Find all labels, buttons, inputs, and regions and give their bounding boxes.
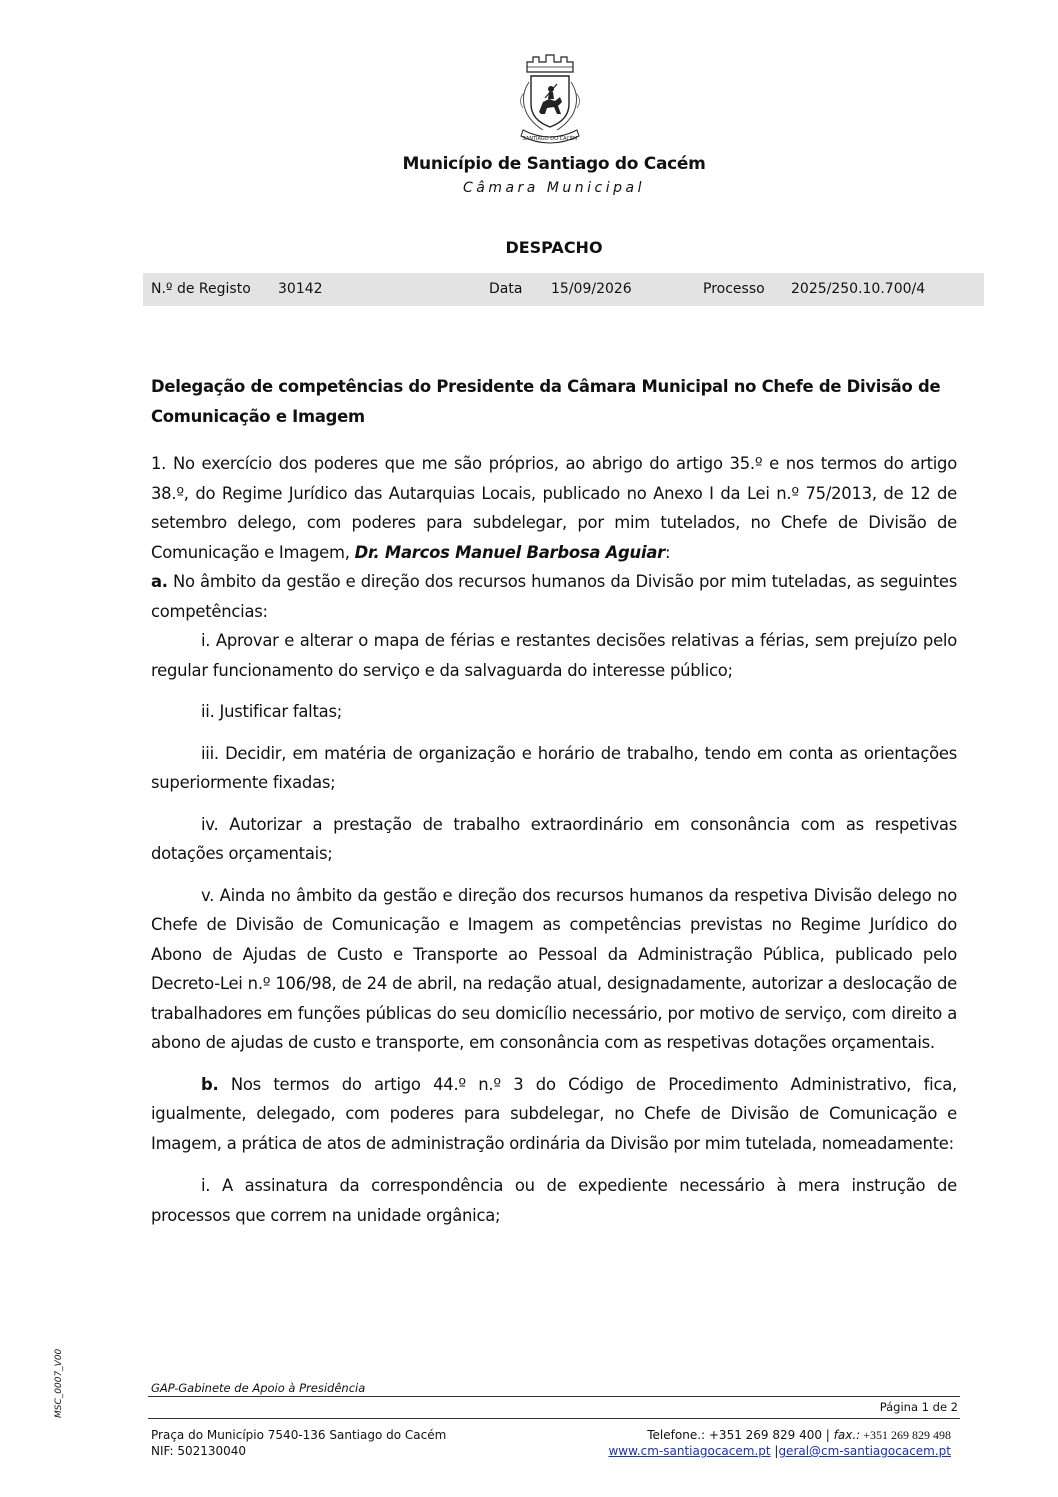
paragraph-1-text: 1. No exercício dos poderes que me são próprios, ao abrigo do artigo 35.º e nos termos do artigo 38.º, do Regime Jurídico das Autarquias Locais, publicado no Anexo I da Lei n.º 75/2013, de 12 de setembro delego, com poderes para subdelegar, por mim tutelados, no Chefe de Divisão de Comunicação e Imagem,: [151, 454, 957, 562]
date-value: 15/09/2026: [551, 281, 632, 297]
paragraph-1-end: :: [664, 542, 671, 562]
item-b: [151, 1070, 957, 1159]
form-code: MSC_0007_V00: [54, 1348, 64, 1418]
footer-web: [608, 1444, 951, 1458]
document-body: [151, 372, 957, 1230]
item-a-v: v. Ainda no âmbito da gestão e direção dos recursos humanos da respetiva Divisão delego no Chefe de Divisão de Comunicação e Imagem as competências previstas no Regime Jurídico do Abono de Ajudas de Custo e Transporte ao Pessoal da Administração Pública, publicado pelo Decreto-Lei n.º 106/98, de 24 de abril, na redação atual, designadamente, autorizar a deslocação de trabalhadores em funções públicas do seu domicílio necessário, por motivo de serviço, com direito a abono de ajudas de custo e transporte, em consonância com as respetivas dotações orçamentais.: [151, 885, 957, 1052]
item-a-ii: ii. Justificar faltas;: [201, 702, 342, 721]
fax-number: +351 269 829 498: [860, 1428, 951, 1442]
phone-number: +351 269 829 400 |: [705, 1428, 834, 1442]
paragraph-1: [151, 449, 957, 567]
page-number: Página 1 de 2: [879, 1400, 958, 1414]
registry-number-label: N.º de Registo: [151, 281, 251, 297]
item-a-label: a.: [151, 572, 168, 591]
registry-number-value: 30142: [278, 281, 323, 297]
municipal-crest-logo: [505, 52, 595, 148]
footer-nif: NIF: 502130040: [151, 1444, 247, 1458]
document-type: DESPACHO: [505, 238, 603, 257]
document-title: Delegação de competências do Presidente da Câmara Municipal no Chefe de Divisão de Comunicação e Imagem: [151, 377, 941, 426]
item-a: [151, 567, 957, 626]
municipality-subtitle: Câmara Municipal: [462, 180, 645, 196]
item-a-iv: iv. Autorizar a prestação de trabalho extraordinário em consonância com as respetivas dotações orçamentais;: [151, 814, 957, 863]
footer-divider-bottom: [148, 1418, 960, 1419]
footer-divider-top: [148, 1396, 960, 1397]
delegate-name: Dr. Marcos Manuel Barbosa Aguiar: [354, 542, 665, 562]
municipality-name: Município de Santiago do Cacém: [402, 154, 706, 174]
process-label: Processo: [703, 281, 765, 297]
footer-address: Praça do Município 7540-136 Santiago do Cacém: [151, 1428, 447, 1442]
website-link[interactable]: www.cm-santiagocacem.pt: [608, 1444, 771, 1458]
registry-bar: [143, 273, 984, 306]
item-b-label: b.: [201, 1074, 219, 1094]
date-label: Data: [489, 281, 523, 297]
item-a-iii: iii. Decidir, em matéria de organização e horário de trabalho, tendo em conta as orientações superiormente fixadas;: [151, 743, 957, 792]
footer-separator: |: [770, 1444, 779, 1458]
item-b-text: Nos termos do artigo 44.º n.º 3 do Código de Procedimento Administrativo, fica, igualmente, delegado, com poderes para subdelegar, no Chefe de Divisão de Comunicação e Imagem, a prática de atos de administração ordinária da Divisão por mim tutelada, nomeadamente:: [151, 1074, 957, 1153]
item-a-i: i. Aprovar e alterar o mapa de férias e restantes decisões relativas a férias, sem prejuízo pelo regular funcionamento do serviço e da salvaguarda do interesse público;: [151, 631, 957, 680]
footer-department: GAP-Gabinete de Apoio à Presidência: [151, 1381, 366, 1395]
phone-label: Telefone.:: [647, 1428, 706, 1442]
crest-motto-text: SANTIAGO DO CACÉM: [522, 136, 578, 142]
process-value: 2025/250.10.700/4: [791, 281, 926, 297]
footer-contacts: [647, 1428, 951, 1443]
item-a-text: No âmbito da gestão e direção dos recursos humanos da Divisão por mim tuteladas, as seguintes competências:: [151, 572, 957, 621]
fax-label: fax.:: [833, 1428, 861, 1442]
item-b-i: i. A assinatura da correspondência ou de expediente necessário à mera instrução de processos que correm na unidade orgânica;: [151, 1176, 957, 1225]
email-link[interactable]: geral@cm-santiagocacem.pt: [778, 1444, 951, 1458]
